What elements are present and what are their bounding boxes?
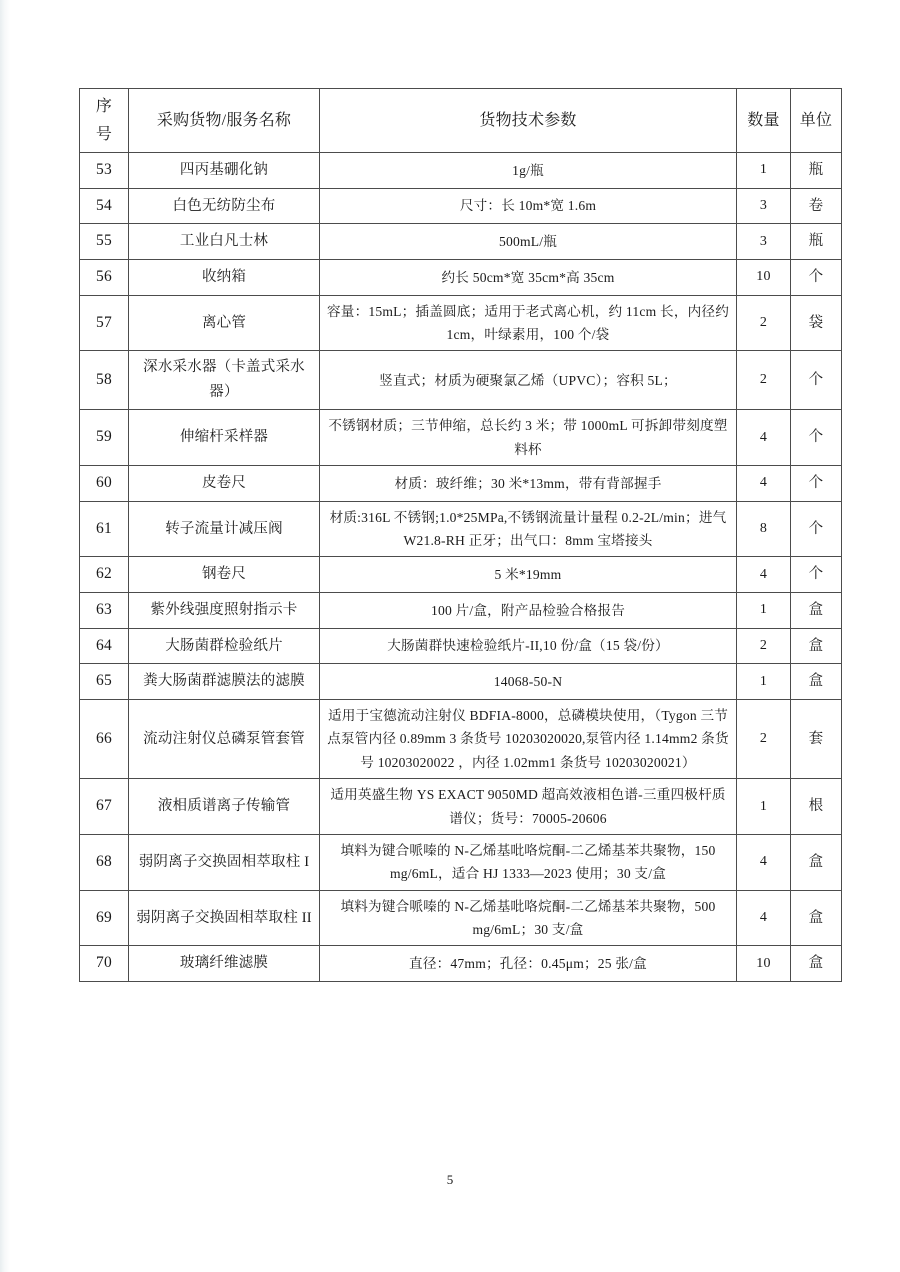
cell-item-name: 伸缩杆采样器: [129, 410, 320, 466]
cell-serial-number: 53: [80, 153, 129, 189]
table-header-row: [80, 89, 842, 153]
cell-item-name: 液相质谱离子传输管: [129, 779, 320, 835]
cell-serial-number: 64: [80, 628, 129, 664]
cell-technical-parameters: 1g/瓶: [320, 153, 737, 189]
cell-quantity: 1: [737, 779, 791, 835]
cell-quantity: 1: [737, 593, 791, 629]
table-row: [80, 628, 842, 664]
cell-item-name: 离心管: [129, 295, 320, 351]
cell-technical-parameters: 竖直式；材质为硬聚氯乙烯（UPVC）；容积 5L；: [320, 351, 737, 410]
column-header-serial-number: 序 号: [80, 89, 129, 153]
cell-quantity: 2: [737, 351, 791, 410]
cell-item-name: 皮卷尺: [129, 466, 320, 502]
cell-quantity: 4: [737, 557, 791, 593]
cell-serial-number: 68: [80, 834, 129, 890]
cell-item-name: 粪大肠菌群滤膜法的滤膜: [129, 664, 320, 700]
cell-quantity: 4: [737, 410, 791, 466]
cell-unit: 盒: [791, 628, 842, 664]
cell-serial-number: 61: [80, 501, 129, 557]
table-row: [80, 700, 842, 779]
cell-technical-parameters: 不锈钢材质；三节伸缩，总长约 3 米；带 1000mL 可拆卸带刻度塑料杯: [320, 410, 737, 466]
cell-unit: 瓶: [791, 153, 842, 189]
cell-technical-parameters: 填料为键合哌嗪的 N-乙烯基吡咯烷酮-二乙烯基苯共聚物，150 mg/6mL，适合 HJ 1333—2023 使用；30 支/盒: [320, 834, 737, 890]
cell-serial-number: 66: [80, 700, 129, 779]
cell-technical-parameters: 大肠菌群快速检验纸片-II,10 份/盒（15 袋/份）: [320, 628, 737, 664]
cell-technical-parameters: 材质:316L 不锈钢;1.0*25MPa,不锈钢流量计量程 0.2-2L/min；进气 W21.8-RH 正牙；出气口：8mm 宝塔接头: [320, 501, 737, 557]
cell-item-name: 弱阴离子交换固相萃取柱 II: [129, 890, 320, 946]
cell-quantity: 2: [737, 628, 791, 664]
column-header-item-name: 采购货物/服务名称: [129, 89, 320, 153]
cell-quantity: 4: [737, 890, 791, 946]
table-row: [80, 224, 842, 260]
cell-unit: 盒: [791, 664, 842, 700]
table-row: [80, 351, 842, 410]
cell-unit: 卷: [791, 188, 842, 224]
cell-unit: 个: [791, 557, 842, 593]
cell-serial-number: 67: [80, 779, 129, 835]
table-row: [80, 779, 842, 835]
cell-serial-number: 59: [80, 410, 129, 466]
cell-technical-parameters: 尺寸：长 10m*宽 1.6m: [320, 188, 737, 224]
cell-serial-number: 62: [80, 557, 129, 593]
cell-item-name: 大肠菌群检验纸片: [129, 628, 320, 664]
cell-technical-parameters: 填料为键合哌嗪的 N-乙烯基吡咯烷酮-二乙烯基苯共聚物，500 mg/6mL；30 支/盒: [320, 890, 737, 946]
table-row: [80, 946, 842, 982]
cell-serial-number: 55: [80, 224, 129, 260]
cell-technical-parameters: 直径：47mm；孔径：0.45μm；25 张/盒: [320, 946, 737, 982]
cell-quantity: 2: [737, 700, 791, 779]
cell-quantity: 10: [737, 946, 791, 982]
cell-technical-parameters: 14068-50-N: [320, 664, 737, 700]
cell-item-name: 工业白凡士林: [129, 224, 320, 260]
cell-quantity: 10: [737, 260, 791, 296]
cell-unit: 个: [791, 410, 842, 466]
cell-quantity: 2: [737, 295, 791, 351]
table-row: [80, 260, 842, 296]
cell-unit: 套: [791, 700, 842, 779]
cell-serial-number: 70: [80, 946, 129, 982]
column-header-technical-parameters: 货物技术参数: [320, 89, 737, 153]
cell-quantity: 8: [737, 501, 791, 557]
cell-item-name: 转子流量计减压阀: [129, 501, 320, 557]
procurement-spec-table: [79, 88, 842, 982]
cell-quantity: 1: [737, 153, 791, 189]
column-header-quantity: 数量: [737, 89, 791, 153]
table-header: [80, 89, 842, 153]
cell-serial-number: 54: [80, 188, 129, 224]
table-body: [80, 153, 842, 982]
table-row: [80, 593, 842, 629]
table-row: [80, 410, 842, 466]
cell-unit: 瓶: [791, 224, 842, 260]
table-row: [80, 501, 842, 557]
table-row: [80, 153, 842, 189]
cell-serial-number: 58: [80, 351, 129, 410]
cell-unit: 个: [791, 351, 842, 410]
cell-unit: 个: [791, 501, 842, 557]
cell-serial-number: 57: [80, 295, 129, 351]
cell-item-name: 紫外线强度照射指示卡: [129, 593, 320, 629]
cell-technical-parameters: 5 米*19mm: [320, 557, 737, 593]
table-row: [80, 295, 842, 351]
cell-technical-parameters: 适用于宝德流动注射仪 BDFIA-8000，总磷模块使用，（Tygon 三节点泵管内径 0.89mm 3 条货号 10203020020,泵管内径 1.14mm2 条货号 10203020022 ，内径 1.02mm1 条货号 10203020021）: [320, 700, 737, 779]
cell-quantity: 1: [737, 664, 791, 700]
cell-quantity: 4: [737, 466, 791, 502]
cell-serial-number: 65: [80, 664, 129, 700]
cell-unit: 根: [791, 779, 842, 835]
cell-item-name: 收纳箱: [129, 260, 320, 296]
table-row: [80, 188, 842, 224]
cell-item-name: 白色无纺防尘布: [129, 188, 320, 224]
cell-item-name: 弱阴离子交换固相萃取柱 I: [129, 834, 320, 890]
cell-quantity: 3: [737, 188, 791, 224]
cell-technical-parameters: 100 片/盒，附产品检验合格报告: [320, 593, 737, 629]
cell-technical-parameters: 材质：玻纤维；30 米*13mm，带有背部握手: [320, 466, 737, 502]
cell-serial-number: 60: [80, 466, 129, 502]
cell-unit: 盒: [791, 890, 842, 946]
cell-serial-number: 69: [80, 890, 129, 946]
table-row: [80, 664, 842, 700]
cell-item-name: 流动注射仪总磷泵管套管: [129, 700, 320, 779]
table-row: [80, 466, 842, 502]
cell-item-name: 玻璃纤维滤膜: [129, 946, 320, 982]
cell-technical-parameters: 适用英盛生物 YS EXACT 9050MD 超高效液相色谱-三重四极杆质谱仪；货号：70005-20606: [320, 779, 737, 835]
cell-item-name: 深水采水器（卡盖式采水器）: [129, 351, 320, 410]
page-number: 5: [446, 1172, 454, 1187]
cell-quantity: 4: [737, 834, 791, 890]
column-header-unit: 单位: [791, 89, 842, 153]
cell-item-name: 四丙基硼化钠: [129, 153, 320, 189]
cell-technical-parameters: 500mL/瓶: [320, 224, 737, 260]
cell-serial-number: 63: [80, 593, 129, 629]
cell-unit: 个: [791, 260, 842, 296]
table-row: [80, 834, 842, 890]
cell-unit: 个: [791, 466, 842, 502]
cell-unit: 盒: [791, 593, 842, 629]
table-row: [80, 557, 842, 593]
cell-unit: 盒: [791, 946, 842, 982]
cell-technical-parameters: 容量：15mL；插盖圆底；适用于老式离心机，约 11cm 长，内径约 1cm，叶绿素用，100 个/袋: [320, 295, 737, 351]
cell-unit: 盒: [791, 834, 842, 890]
cell-technical-parameters: 约长 50cm*宽 35cm*高 35cm: [320, 260, 737, 296]
cell-quantity: 3: [737, 224, 791, 260]
cell-serial-number: 56: [80, 260, 129, 296]
table-row: [80, 890, 842, 946]
cell-item-name: 钢卷尺: [129, 557, 320, 593]
cell-unit: 袋: [791, 295, 842, 351]
